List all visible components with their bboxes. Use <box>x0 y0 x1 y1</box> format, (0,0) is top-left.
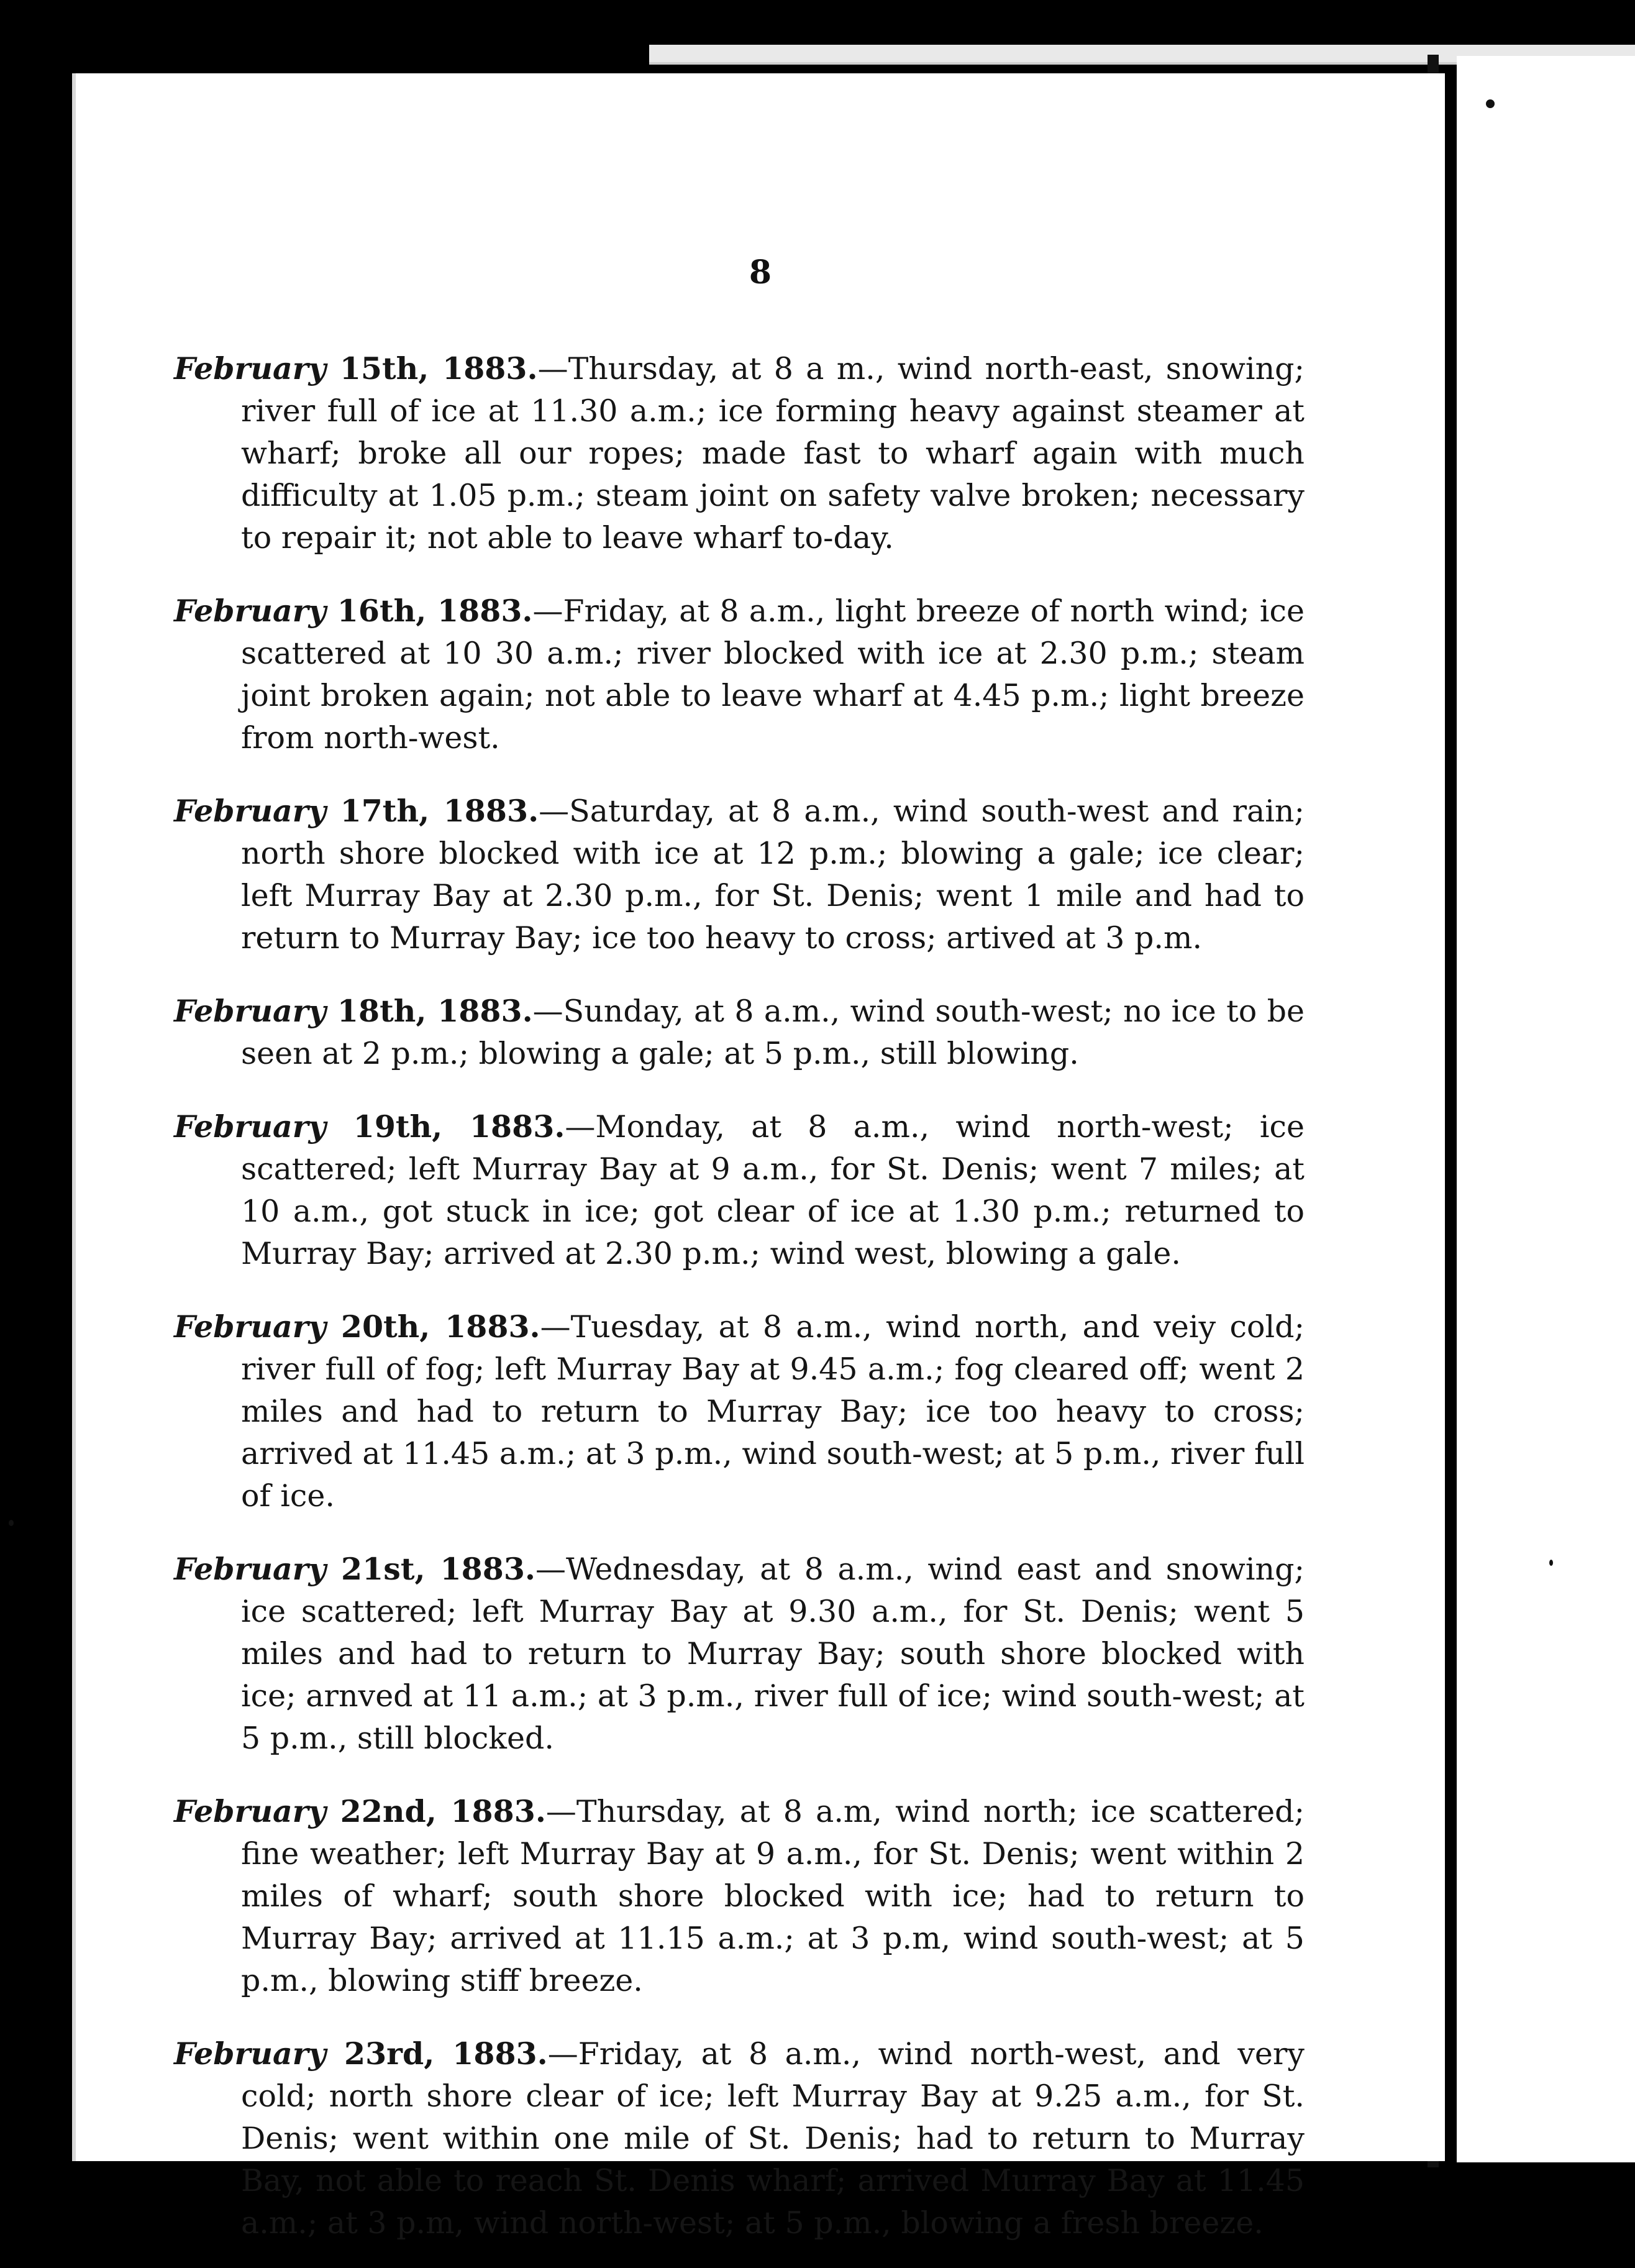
entry-text: —Friday, at 8 a.m., wind north-west, and very cold; north shore clear of ice; left Murray Bay at 9.25 a.m., for St. Denis; went within one mile of St. Denis; had to return to Murray Bay, not able to reach St. Denis wharf; arrived Murray Bay at 11.45 a.m.; at 3 p.m, wind north-west; at 5 p.m., blowing a fresh breeze. <box>241 2036 1305 2241</box>
entry-day: 16th, 1883. <box>326 593 533 629</box>
entry-text: —Thursday, at 8 a m., wind north-east, snowing; river full of ice at 11.30 a.m.; ice forming heavy against steamer at wharf; broke all our ropes; made fast to wharf again with much difficulty at 1.05 p.m.; steam joint on safety valve broken; necessary to repair it; not able to leave wharf to-day. <box>241 351 1305 556</box>
entry-day: 23rd, 1883. <box>326 2036 548 2072</box>
entry-date <box>174 1309 540 1345</box>
entry-text: —Thursday, at 8 a.m, wind north; ice scattered; fine weather; left Murray Bay at 9 a.m., for St. Denis; went within 2 miles of wharf; south shore blocked with ice; had to return to Murray Bay; arrived at 11.15 a.m.; at 3 p.m, wind south-west; at 5 p.m., blowing stiff breeze. <box>241 1794 1305 1998</box>
entry-text: —Wednesday, at 8 a.m., wind east and snowing; ice scattered; left Murray Bay at 9.30 a.m., for St. Denis; went 5 miles and had to return to Murray Bay; south shore blocked with ice; arnved at 11 a.m.; at 3 p.m., river full of ice; wind south-west; at 5 p.m., still blocked. <box>241 1552 1305 1756</box>
log-entry <box>174 347 1305 559</box>
entry-month: February <box>174 350 327 386</box>
entry-date <box>174 1551 535 1587</box>
adjacent-page-edge <box>1457 56 1635 2162</box>
entry-date <box>174 350 538 386</box>
log-entry <box>174 2033 1305 2244</box>
log-entry <box>174 1790 1305 2002</box>
entry-month: February <box>174 1309 327 1345</box>
entry-day: 18th, 1883. <box>326 993 533 1029</box>
entry-month: February <box>174 1551 327 1587</box>
document-page <box>72 73 1445 2241</box>
entry-month: February <box>174 1109 327 1145</box>
entry-day: 17th, 1883. <box>326 793 539 829</box>
entry-day: 15th, 1883. <box>326 350 538 386</box>
entry-text: —Saturday, at 8 a.m., wind south-west and rain; north shore blocked with ice at 12 p.m.; blowing a gale; ice clear; left Murray Bay at 2.30 p.m., for St. Denis; went 1 mile and had to return to Murray Bay; ice too heavy to cross; artived at 3 p.m. <box>241 793 1305 956</box>
entry-date <box>174 1109 565 1145</box>
log-entry <box>174 590 1305 759</box>
entry-date <box>174 593 533 629</box>
entry-date <box>174 2036 548 2072</box>
entry-text: —Friday, at 8 a.m., light breeze of north wind; ice scattered at 10 30 a.m.; river blocked with ice at 2.30 p.m.; steam joint broken again; not able to leave wharf at 4.45 p.m.; light breeze from north-west. <box>241 593 1305 756</box>
entry-day: 22nd, 1883. <box>326 1793 546 1829</box>
entry-day: 19th, 1883. <box>326 1109 565 1145</box>
entry-date <box>174 1793 546 1829</box>
entry-month: February <box>174 793 327 829</box>
log-entry <box>174 790 1305 959</box>
entry-month: February <box>174 1793 327 1829</box>
log-entries <box>174 317 1305 2268</box>
page-number: 8 <box>749 254 772 291</box>
entry-text: —Sunday, at 8 a.m., wind south-west; no ice to be seen at 2 p.m.; blowing a gale; at 5 p.m., still blowing. <box>241 994 1305 1071</box>
entry-text: —Tuesday, at 8 a.m., wind north, and veiy cold; river full of fog; left Murray Bay at 9.45 a.m.; fog cleared off; went 2 miles and had to return to Murray Bay; ice too heavy to cross; arrived at 11.45 a.m.; at 3 p.m., wind south-west; at 5 p.m., river full of ice. <box>241 1309 1305 1514</box>
log-entry <box>174 1105 1305 1275</box>
entry-date <box>174 793 539 829</box>
speck <box>9 1520 14 1526</box>
entry-month: February <box>174 2036 327 2072</box>
entry-day: 20th, 1883. <box>326 1309 540 1345</box>
entry-date <box>174 993 533 1029</box>
entry-text: —Monday, at 8 a.m., wind north-west; ice scattered; left Murray Bay at 9 a.m., for St. Denis; went 7 miles; at 10 a.m., got stuck in ice; got clear of ice at 1.30 p.m.; returned to Murray Bay; arrived at 2.30 p.m.; wind west, blowing a gale. <box>241 1109 1305 1271</box>
log-entry <box>174 1548 1305 1760</box>
log-entry <box>174 1305 1305 1517</box>
entry-month: February <box>174 993 327 1029</box>
entry-day: 21st, 1883. <box>326 1551 535 1587</box>
speck <box>1486 99 1495 108</box>
speck <box>1549 1560 1553 1566</box>
entry-month: February <box>174 593 327 629</box>
log-entry <box>174 990 1305 1075</box>
